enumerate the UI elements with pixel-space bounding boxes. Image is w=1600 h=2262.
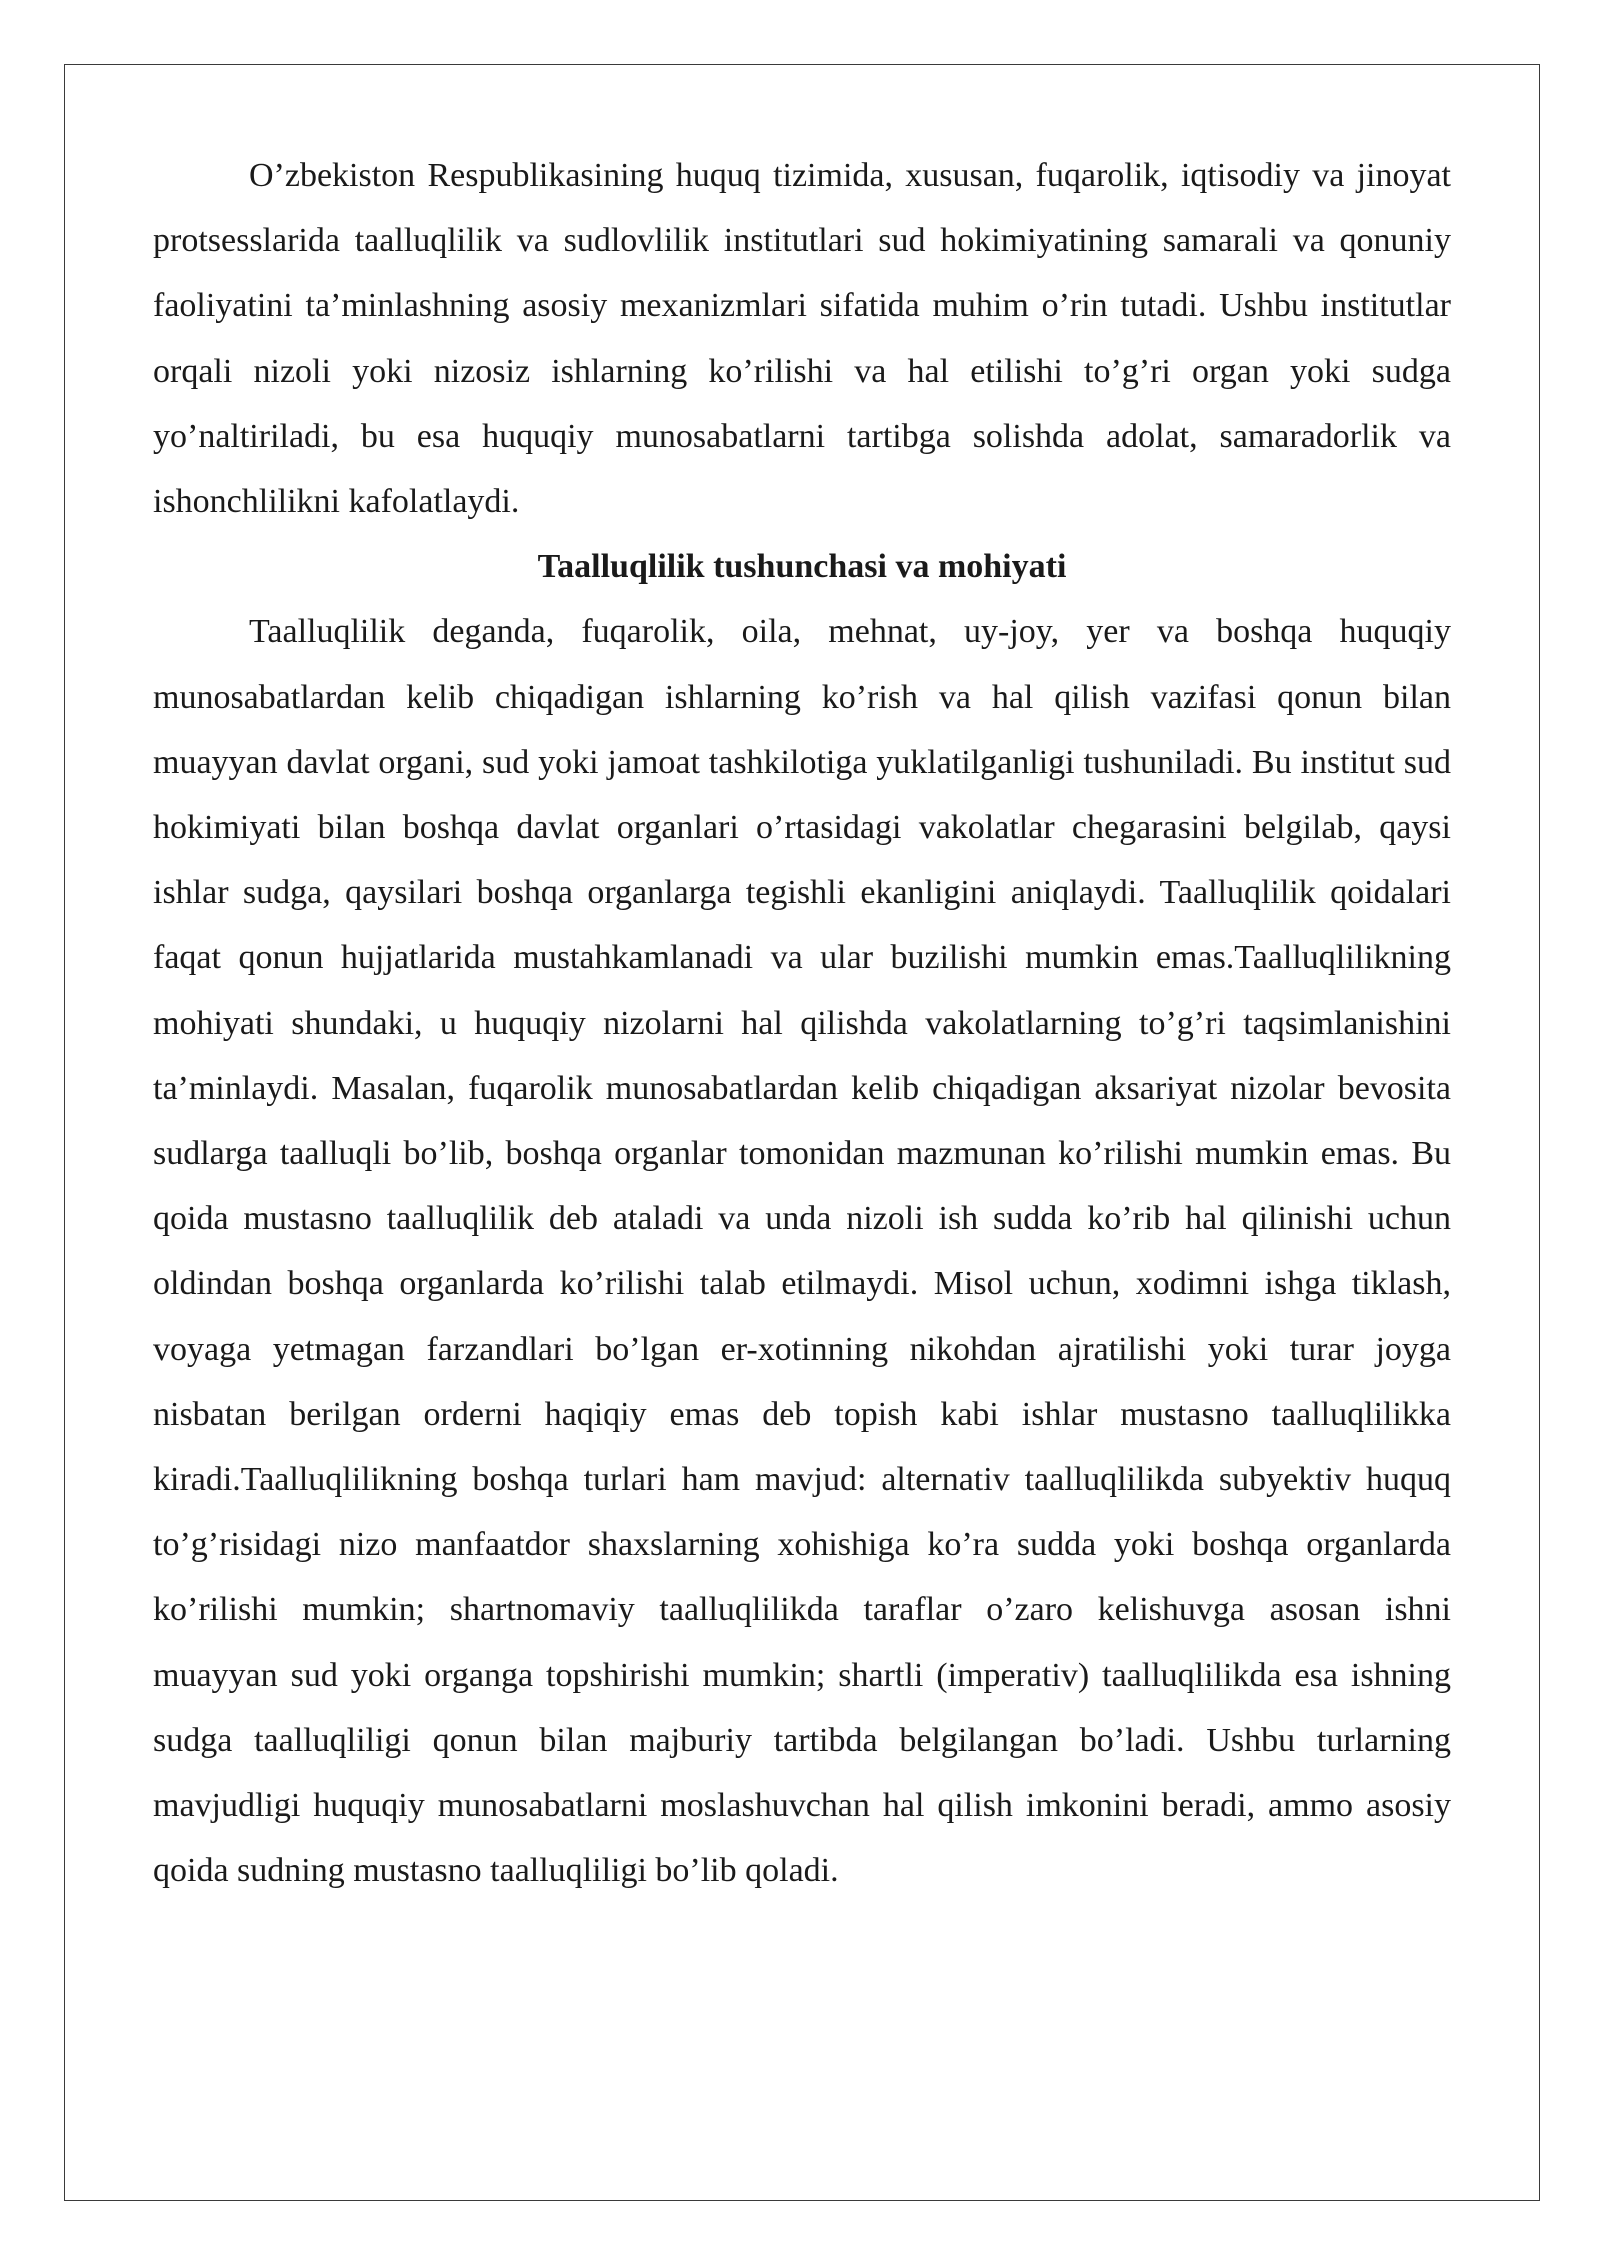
page-content: [153, 143, 1451, 1903]
intro-paragraph: O’zbekiston Respublikasining huquq tizimida, xususan, fuqarolik, iqtisodiy va jinoyat protsesslarida taalluqlilik va sudlovlilik institutlari sud hokimiyatining samarali va qonuniy faoliyatini ta’minlashning asosiy mexanizmlari sifatida muhim o’rin tutadi. Ushbu institutlar orqali nizoli yoki nizosiz ishlarning ko’rilishi va hal etilishi to’g’ri organ yoki sudga yo’naltiriladi, bu esa huquqiy munosabatlarni tartibga solishda adolat, samaradorlik va ishonchlilikni kafolatlaydi.: [153, 157, 1451, 521]
section-paragraph: Taalluqlilik deganda, fuqarolik, oila, mehnat, uy-joy, yer va boshqa huquqiy munosabatlardan kelib chiqadigan ishlarning ko’rish va hal qilish vazifasi qonun bilan muayyan davlat organi, sud yoki jamoat tashkilotiga yuklatilganligi tushuniladi. Bu institut sud hokimiyati bilan boshqa davlat organlari o’rtasidagi vakolatlar chegarasini belgilab, qaysi ishlar sudga, qaysilari boshqa organlarga tegishli ekanligini aniqlaydi. Taalluqlilik qoidalari faqat qonun hujjatlarida mustahkamlanadi va ular buzilishi mumkin emas.Taalluqlilikning mohiyati shundaki, u huquqiy nizolarni hal qilishda vakolatlarning to’g’ri taqsimlanishini ta’minlaydi. Masalan, fuqarolik munosabatlardan kelib chiqadigan aksariyat nizolar bevosita sudlarga taalluqli bo’lib, boshqa organlar tomonidan mazmunan ko’rilishi mumkin emas. Bu qoida mustasno taalluqlilik deb ataladi va unda nizoli ish sudda ko’rib hal qilinishi uchun oldindan boshqa organlarda ko’rilishi talab etilmaydi. Misol uchun, xodimni ishga tiklash, voyaga yetmagan farzandlari bo’lgan er-xotinning nikohdan ajratilishi yoki turar joyga nisbatan berilgan orderni haqiqiy emas deb topish kabi ishlar mustasno taalluqlilikka kiradi.Taalluqlilikning boshqa turlari ham mavjud: alternativ taalluqlilikda subyektiv huquq to’g’risidagi nizo manfaatdor shaxslarning xohishiga ko’ra sudda yoki boshqa organlarda ko’rilishi mumkin; shartnomaviy taalluqlilikda taraflar o’zaro kelishuvga asosan ishni muayyan sud yoki organga topshirishi mumkin; shartli (imperativ) taalluqlilikda esa ishning sudga taalluqliligi qonun bilan majburiy tartibda belgilangan bo’ladi. Ushbu turlarning mavjudligi huquqiy munosabatlarni moslashuvchan hal qilish imkonini beradi, ammo asosiy qoida sudning mustasno taalluqliligi bo’lib qoladi.: [153, 613, 1451, 1890]
section-heading: Taalluqlilik tushunchasi va mohiyati: [537, 548, 1067, 586]
